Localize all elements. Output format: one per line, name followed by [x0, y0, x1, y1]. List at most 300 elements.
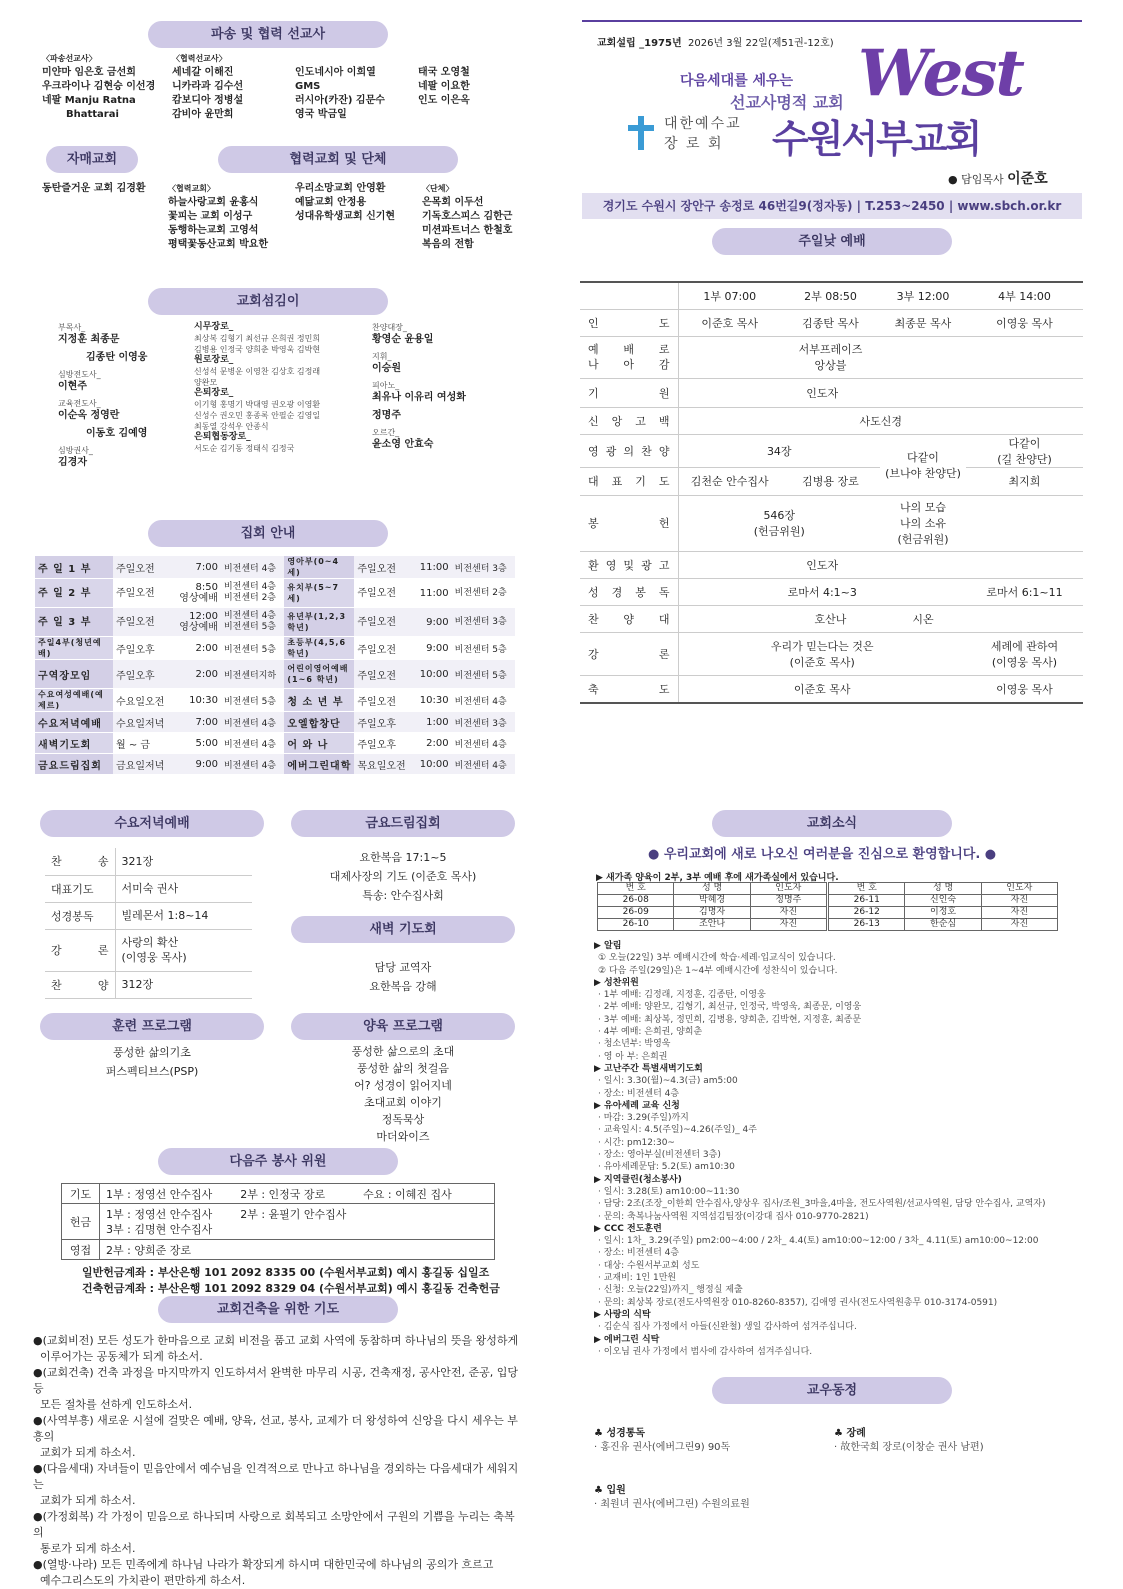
line: 네팔 Manju Ratna	[42, 95, 136, 106]
staff-names: 서도순 김기동 정태식 김정국	[194, 444, 295, 453]
wednesday-value: 서미숙 권사	[115, 875, 252, 902]
meeting-cell: 청 소 년 부	[284, 689, 354, 712]
newcomer-row	[598, 907, 827, 919]
meeting-cell: 비전센터 5층	[452, 660, 515, 689]
newcomer-cell: 신인숙	[905, 895, 981, 907]
meeting-row	[35, 608, 515, 637]
line: 특송: 안수집사회	[362, 889, 444, 902]
hymn: 34장	[678, 434, 880, 467]
leader-3: 최종문 목사	[880, 309, 966, 336]
staff-entry	[58, 351, 188, 364]
meeting-cell: 비전센터 4층	[221, 712, 284, 733]
label: 헌금	[62, 1204, 100, 1240]
staff-role: 원로장로_	[194, 355, 234, 365]
newcomer-cell: 정명주	[750, 895, 826, 907]
staff-names: 지정훈 최종문	[58, 334, 120, 345]
section-heading: ▶ 에버그린 식탁	[594, 1334, 660, 1345]
rep-prayer-4: 최지희	[966, 467, 1083, 495]
header-cell: 인도자	[981, 883, 1057, 895]
wednesday-label: 찬 양	[45, 971, 115, 998]
newcomer-cell: 박혜경	[674, 895, 750, 907]
news-title: 교회소식	[712, 810, 952, 837]
line: 퍼스펙티브스(PSP)	[105, 1065, 199, 1078]
staff-names: 신성석 문병운 이영찬 김상호 김정래	[194, 367, 321, 376]
wednesday-value: 312장	[115, 971, 252, 998]
newcomer-header	[598, 883, 827, 895]
staff-role: 오르간_	[372, 428, 400, 437]
cell	[966, 378, 1083, 407]
newcomer-cell: 26-11	[829, 895, 905, 907]
meeting-cell: 10:00	[414, 754, 452, 775]
missions-col3	[295, 66, 415, 122]
staff-entry	[194, 410, 369, 421]
west-logo: West	[858, 36, 1023, 111]
section-item: · 일시: 3.28(토) am10:00~11:30	[598, 1186, 740, 1197]
meeting-cell: 수요일저녁	[113, 712, 172, 733]
general-account: 일반헌금계좌 : 부산은행 101 2092 8335 00 (수원서부교회) 예시 홍길동 십일조	[82, 1266, 490, 1279]
offering-duty	[100, 1204, 495, 1240]
section-item: · 장소: 비전센터 4층	[598, 1248, 680, 1259]
meeting-cell: 비전센터 4층	[452, 754, 515, 775]
usher-duty: 2부 : 양희준 장로	[100, 1240, 495, 1260]
label: 축 도	[580, 675, 678, 703]
welcome-message: ● 우리교회에 새로 나오신 여러분을 진심으로 환영합니다. ●	[648, 847, 997, 862]
wednesday-title: 수요저녁예배	[40, 810, 264, 837]
staff-entry	[372, 409, 522, 422]
rep-prayer-1: 김천순 안수집사	[678, 467, 781, 495]
worship-title: 주일낮 예배	[712, 228, 952, 255]
staff-entry	[372, 427, 522, 451]
building-account: 건축헌금계좌 : 부산은행 101 2092 8329 04 (수원서부교회) 예시 홍길동 건축헌금	[82, 1282, 500, 1295]
staff-entry	[194, 322, 369, 344]
meeting-cell: 수요여성예배(예제르)	[35, 689, 113, 712]
label: 예 배 로 나 아 감	[580, 336, 678, 378]
sermon: 우리가 믿는다는 것은 (이준호 목사)	[678, 632, 966, 675]
pastor	[948, 168, 1048, 188]
wednesday-value: 빌레몬서 1:8~14	[115, 902, 252, 929]
staff-entry	[194, 355, 369, 377]
staff-col2	[194, 322, 369, 454]
meeting-cell: 비전센터 4층 비전센터 2층	[221, 579, 284, 608]
meeting-row	[35, 579, 515, 608]
cross-logo-icon	[628, 116, 654, 150]
meeting-cell: 비전센터 4층	[221, 754, 284, 775]
missions-title: 파송 및 협력 선교사	[148, 21, 388, 48]
staff-role: 부목사_	[58, 323, 86, 332]
meeting-row	[35, 754, 515, 775]
newcomer-header	[829, 883, 1058, 895]
label: 봉 헌	[580, 495, 678, 551]
staff-role: 은퇴장로_	[194, 388, 234, 398]
address-bar: 경기도 수원시 장안구 송정로 46번길9(정자동) | T.253~2450 | www.sbch.or.kr	[582, 193, 1082, 219]
section-item: · 이오님 권사 가정에서 범사에 감사하여 섬겨주십니다.	[598, 1346, 813, 1357]
denomination	[664, 114, 742, 154]
denom-line: 장 로 회	[664, 136, 724, 152]
duty: 3부 : 김명현 안수집사	[106, 1222, 213, 1236]
section-item: ② 다음 주일(29일)은 1~4부 예배시간에 성찬식이 있습니다.	[598, 965, 838, 976]
heading: ♣ 입원	[594, 1485, 626, 1496]
label: 성 경 봉 독	[580, 578, 678, 605]
cell	[678, 336, 781, 378]
meeting-cell: 8:50 영상예배	[172, 579, 221, 608]
label: 영접	[62, 1240, 100, 1260]
newcomer-row	[598, 895, 827, 907]
member-hospital	[594, 1484, 750, 1512]
missions-col4	[418, 66, 518, 108]
staff-entry	[372, 380, 522, 404]
staff-col3	[372, 322, 522, 456]
meeting-cell: 목요일오전	[354, 754, 413, 775]
meeting-cell: 주일오전	[354, 660, 413, 689]
label: 인 도	[580, 309, 678, 336]
wednesday-row	[45, 902, 252, 929]
meeting-cell: 수요일오전	[113, 689, 172, 712]
sister-line: 동탄즐거운 교회 김경환	[42, 183, 146, 194]
detail: · 홍진유 권사(에버그린9) 90독	[594, 1442, 731, 1453]
newcomer-cell: 26-10	[598, 919, 674, 931]
partners-col2	[295, 182, 420, 224]
meeting-cell: 새벽기도회	[35, 733, 113, 754]
meeting-cell: 비전센터 5층	[452, 637, 515, 660]
line: 미션파트너스 한철호	[422, 225, 513, 236]
staff-names: 이기형 홍명기 박대영 권오광 이영환	[194, 400, 321, 409]
line: 꽃피는 교회 이성구	[168, 211, 253, 222]
newcomer-table-right	[828, 882, 1058, 931]
service-1: 1부 07:00	[678, 282, 781, 309]
section-heading: ▶ 고난주간 특별새벽기도회	[594, 1063, 703, 1074]
meeting-cell: 9:00	[414, 608, 452, 637]
label: 강 론	[580, 632, 678, 675]
meeting-cell: 비전센터 4층	[452, 733, 515, 754]
meeting-cell: 비전센터지하	[221, 660, 284, 689]
leader-1: 이준호 목사	[678, 309, 781, 336]
line: 캄보디아 정병설	[172, 95, 244, 106]
hymn-4: 다같이 (길 찬양단)	[966, 434, 1083, 467]
label: 환 영 및 광 고	[580, 551, 678, 578]
meeting-cell: 주일오전	[113, 556, 172, 579]
wednesday-row	[45, 971, 252, 998]
staff-names: 김병용 인정국 양희춘 박영욱 김박현	[194, 345, 321, 354]
members-title: 교우동정	[712, 1377, 952, 1404]
line: 요한복음 17:1~5	[359, 851, 447, 864]
meeting-cell: 금요일저녁	[113, 754, 172, 775]
staff-names: 이순옥 정영란	[58, 410, 120, 421]
section-item: · 장소: 비전센터 4층	[598, 1088, 680, 1099]
training-title: 훈련 프로그램	[40, 1013, 264, 1040]
staff-entry	[194, 421, 369, 432]
meeting-cell: 비전센터 5층	[221, 689, 284, 712]
staff-entry	[58, 322, 188, 346]
section-item: · 1부 예배: 김정래, 지정훈, 김종탄, 이영웅	[598, 990, 766, 1001]
meeting-row	[35, 689, 515, 712]
newcomer-cell: 26-12	[829, 907, 905, 919]
header-cell: 번 호	[598, 883, 674, 895]
staff-names: 신성수 권오민 홍종록 안필순 김영일	[194, 411, 321, 420]
newcomer-cell: 26-09	[598, 907, 674, 919]
detail: · 최원녀 권사(에버그린) 수원의료원	[594, 1499, 750, 1510]
staff-names: 김종탄 이영웅	[86, 352, 148, 363]
meeting-cell: 유년부(1,2,3학년)	[284, 608, 354, 637]
section-item: · 교재비: 1인 1만원	[598, 1273, 677, 1284]
meeting-cell: 주일오전	[113, 579, 172, 608]
creed: 사도신경	[678, 407, 1083, 434]
line: 어? 성경이 읽어지네	[354, 1079, 452, 1092]
line: 초대교회 이야기	[364, 1096, 442, 1109]
meeting-cell: 에버그린대학	[284, 754, 354, 775]
announcements	[594, 940, 1064, 1358]
member-funeral	[834, 1427, 984, 1455]
dawn-text	[291, 958, 515, 996]
section-heading: ▶ 지역클린(청소봉사)	[594, 1174, 682, 1185]
meetings-title: 집회 안내	[148, 520, 388, 547]
cell	[880, 336, 966, 378]
staff-col1	[58, 322, 188, 474]
section-item: · 김순식 집사 가정에서 아들(신완철) 생일 감사하여 섬겨주십니다.	[598, 1322, 857, 1333]
meeting-cell: 주일오후	[354, 733, 413, 754]
service-4: 4부 14:00	[966, 282, 1083, 309]
wednesday-row	[45, 875, 252, 902]
slogan-line2: 선교사명적 교회	[730, 93, 844, 112]
meeting-cell: 비전센터 3층	[452, 712, 515, 733]
header-cell: 성 명	[674, 883, 750, 895]
wednesday-label: 강 론	[45, 929, 115, 971]
newcomer-cell: 조안나	[674, 919, 750, 931]
service-3: 3부 12:00	[880, 282, 966, 309]
line: 풍성한 삶의 첫걸음	[356, 1062, 449, 1075]
wednesday-row	[45, 929, 252, 971]
meeting-cell: 영아부(0~4세)	[284, 556, 354, 579]
meeting-cell: 유치부(5~7세)	[284, 579, 354, 608]
section-item: · 청소년부: 박영욱	[598, 1039, 671, 1050]
label: 영 광 의 찬 양	[580, 434, 678, 467]
label: 기도	[62, 1184, 100, 1204]
meeting-cell: 1:00	[414, 712, 452, 733]
section-heading: ▶ 유아세례 교육 신청	[594, 1100, 680, 1111]
meeting-cell: 주일오후	[354, 712, 413, 733]
line: 은목회 이두선	[422, 197, 484, 208]
newcomer-cell: 자진	[981, 895, 1057, 907]
line: 평택꽃동산교회 박요한	[168, 239, 269, 250]
staff-role: 심방권사_	[58, 446, 93, 455]
building-prayers	[33, 1333, 523, 1589]
staff-entry	[194, 344, 369, 355]
meeting-cell: 2:00	[172, 660, 221, 689]
wednesday-label: 성경봉독	[45, 902, 115, 929]
meeting-row	[35, 712, 515, 733]
section-heading: ▶ 성찬위원	[594, 977, 639, 988]
nurture-title: 양육 프로그램	[291, 1013, 515, 1040]
section-item: · 일시: 1차_ 3.29(주일) pm2:00~4:00 / 2차_ 4.4(토) am10:00~12:00 / 3차_ 4.11(토) am10:00~12:00	[598, 1236, 1039, 1247]
prayer-item: ●(사역부흥) 새로운 시설에 걸맞은 예배, 양육, 선교, 봉사, 교제가 더 왕성하여 신앙을 다시 세우는 부흥의 교회가 되게 하소서.	[33, 1414, 518, 1459]
rep-prayer-3: 다같이 (브나야 찬양단)	[880, 434, 966, 495]
line: 러시아(카잔) 김문수	[295, 95, 385, 106]
staff-entry	[58, 427, 188, 440]
meeting-row	[35, 637, 515, 660]
meeting-cell: 비전센터 3층	[452, 556, 515, 579]
section-item: · 장소: 영아부실(비전센터 3층)	[598, 1150, 721, 1161]
newcomer-row	[829, 907, 1058, 919]
blank-cell	[580, 282, 678, 309]
wednesday-table	[45, 848, 252, 999]
wednesday-value: 사랑의 확산 (이영웅 목사)	[115, 929, 252, 971]
meeting-cell: 7:00	[172, 556, 221, 579]
staff-names: 이현주	[58, 381, 87, 392]
staff-role: 지휘_	[372, 352, 392, 361]
meeting-row	[35, 556, 515, 579]
offering: 546장 (헌금위원)	[678, 495, 880, 551]
meeting-cell: 주 일 1 부	[35, 556, 113, 579]
line: 우리소망교회 안영환	[295, 183, 386, 194]
staff-names: 양완모	[194, 378, 218, 387]
leader-4: 이영웅 목사	[966, 309, 1083, 336]
meeting-cell: 주일오전	[354, 579, 413, 608]
duty: 1부 : 정영선 안수집사	[106, 1207, 213, 1221]
staff-names: 김경자	[58, 457, 87, 468]
cell	[966, 495, 1083, 551]
prayer-item: ●(다음세대) 자녀들이 믿음안에서 예수님을 인격적으로 만나고 하나님을 경외하는 다음세대가 세워지는 교회가 되게 하소서.	[33, 1462, 519, 1507]
staff-entry	[372, 322, 522, 346]
header-cell: 번 호	[829, 883, 905, 895]
service-2: 2부 08:50	[781, 282, 880, 309]
cell	[966, 336, 1083, 378]
offering-3: 나의 모습 나의 소유 (헌금위원)	[880, 495, 966, 551]
staff-role: 심방전도사_	[58, 370, 101, 379]
staff-entry	[58, 445, 188, 469]
line: 요한복음 강해	[369, 980, 437, 993]
newcomer-cell: 한순심	[905, 919, 981, 931]
section-item: · 담당: 2조(조장_이한희 안수집사,양상우 집사/조원_3마을,4마을, 전도사역원/선교사역원, 담당 안수집사, 교역자)	[598, 1199, 1046, 1210]
rep-prayer-2: 김병용 장로	[781, 467, 880, 495]
section-item: · 3부 예배: 최상복, 정민희, 김병용, 양희춘, 김박현, 지정훈, 최종문	[598, 1014, 862, 1025]
newcomer-cell: 자진	[750, 919, 826, 931]
newcomer-cell: 김명자	[674, 907, 750, 919]
benediction: 이준호 목사	[678, 675, 966, 703]
sister-title: 자매교회	[46, 146, 138, 173]
section-item: · 유아세례문답: 5.2(토) am10:30	[598, 1162, 735, 1173]
meeting-cell: 주 일 3 부	[35, 608, 113, 637]
cell	[966, 551, 1083, 578]
header-rule	[582, 20, 1082, 22]
service-table	[61, 1183, 495, 1260]
founded-text: 교회설립 _1975년	[597, 38, 682, 49]
meeting-cell: 비전센터 3층	[452, 608, 515, 637]
line: 우크라이나 김현승 이선경	[42, 81, 156, 92]
line: 세네갈 이해진	[172, 67, 234, 78]
newcomer-cell: 자진	[981, 907, 1057, 919]
staff-role: 은퇴협동장로_	[194, 432, 251, 442]
line: 담당 교역자	[374, 961, 432, 974]
line: 동행하는교회 고영석	[168, 225, 259, 236]
meeting-cell: 2:00	[172, 637, 221, 660]
staff-names: 윤소영 안효숙	[372, 439, 434, 450]
line: Bhattarai	[66, 109, 119, 120]
founded	[597, 34, 834, 49]
meeting-cell: 2:00	[414, 733, 452, 754]
label: 신 앙 고 백	[580, 407, 678, 434]
meeting-cell: 11:00	[414, 579, 452, 608]
meeting-cell: 주 일 2 부	[35, 579, 113, 608]
wednesday-label: 찬 송	[45, 848, 115, 875]
meeting-row	[35, 660, 515, 689]
newcomer-note: ▶ 새가족 양육이 2부, 3부 예배 후에 새가족실에서 있습니다.	[596, 873, 839, 883]
newcomer-cell: 이정호	[905, 907, 981, 919]
meeting-cell: 10:00	[414, 660, 452, 689]
meeting-cell: 12:00 영상예배	[172, 608, 221, 637]
choir-3: 시온	[880, 605, 966, 632]
line: 정독묵상	[381, 1113, 425, 1126]
newcomer-row	[829, 895, 1058, 907]
line: 니카라과 김수선	[172, 81, 244, 92]
newcomer-cell: 자진	[981, 919, 1057, 931]
staff-entry	[194, 377, 369, 388]
partners-col3	[422, 182, 532, 252]
staff-names: 최동열 강석우 안종식	[194, 422, 269, 431]
scripture: 로마서 4:1~3	[678, 578, 966, 605]
header-cell: 성 명	[905, 883, 981, 895]
praise-team: 서부프레이즈 앙상블	[781, 336, 880, 378]
line: 영국 박금일	[295, 109, 347, 120]
meeting-cell: 비전센터 4층	[221, 733, 284, 754]
duty: 수요 : 이혜진 집사	[363, 1187, 452, 1201]
staff-entry	[194, 388, 369, 410]
wednesday-label: 대표기도	[45, 875, 115, 902]
line: 풍성한 삶의기초	[113, 1046, 191, 1059]
meeting-cell: 금요드림집회	[35, 754, 113, 775]
line: 네팔 이요한	[418, 81, 470, 92]
staff-names: 정명주	[372, 410, 401, 421]
scripture-4: 로마서 6:1~11	[966, 578, 1083, 605]
accounts	[82, 1265, 500, 1297]
duty: 2부 : 윤필기 안수집사	[240, 1207, 347, 1221]
sermon-4: 세례에 관하여 (이영웅 목사)	[966, 632, 1083, 675]
meeting-row	[35, 733, 515, 754]
line: 인도네시아 이희열	[295, 67, 376, 78]
friday-text	[291, 848, 515, 905]
detail: · 故한국희 장로(이창순 권사 남편)	[834, 1442, 984, 1453]
welcome: 인도자	[678, 551, 966, 578]
meeting-cell: 주일오전	[354, 637, 413, 660]
staff-role: 교육전도사_	[58, 399, 101, 408]
meeting-cell: 주일오전	[354, 608, 413, 637]
duty: 2부 : 인정국 장로	[240, 1187, 326, 1201]
line: 대제사장의 기도 (이준호 목사)	[329, 870, 477, 883]
meeting-cell: 구역장모임	[35, 660, 113, 689]
meeting-cell: 10:30	[172, 689, 221, 712]
section-item: · 일시: 3.30(월)~4.3(금) am5:00	[598, 1076, 738, 1087]
label: 〈단체〉	[422, 184, 454, 193]
line: 풍성한 삶으로의 초대	[351, 1045, 455, 1058]
staff-entry	[58, 369, 188, 393]
benediction-4: 이영웅 목사	[966, 675, 1083, 703]
section-item: · 교육일시: 4.5(주일)~4.26(주일)_ 4주	[598, 1125, 757, 1136]
staff-names: 이동호 김예영	[86, 428, 148, 439]
section-item: · 영 아 부: 은희권	[598, 1051, 668, 1062]
meeting-cell: 7:00	[172, 712, 221, 733]
church-name: 수원서부교회	[772, 117, 981, 161]
heading: ♣ 장례	[834, 1428, 866, 1439]
partners-col1	[168, 182, 293, 252]
meetings-table	[35, 556, 515, 775]
staff-role: 시무장로_	[194, 322, 234, 332]
section-heading: ▶ 사랑의 식탁	[594, 1309, 651, 1320]
partners-title: 협력교회 및 단체	[218, 146, 458, 173]
wednesday-value: 321장	[115, 848, 252, 875]
meeting-cell: 비전센터 5층	[221, 637, 284, 660]
staff-role: 찬양대장_	[372, 323, 407, 332]
worship-table	[580, 281, 1083, 704]
staff-entry	[58, 398, 188, 422]
staff-title: 교회섬김이	[148, 288, 388, 315]
